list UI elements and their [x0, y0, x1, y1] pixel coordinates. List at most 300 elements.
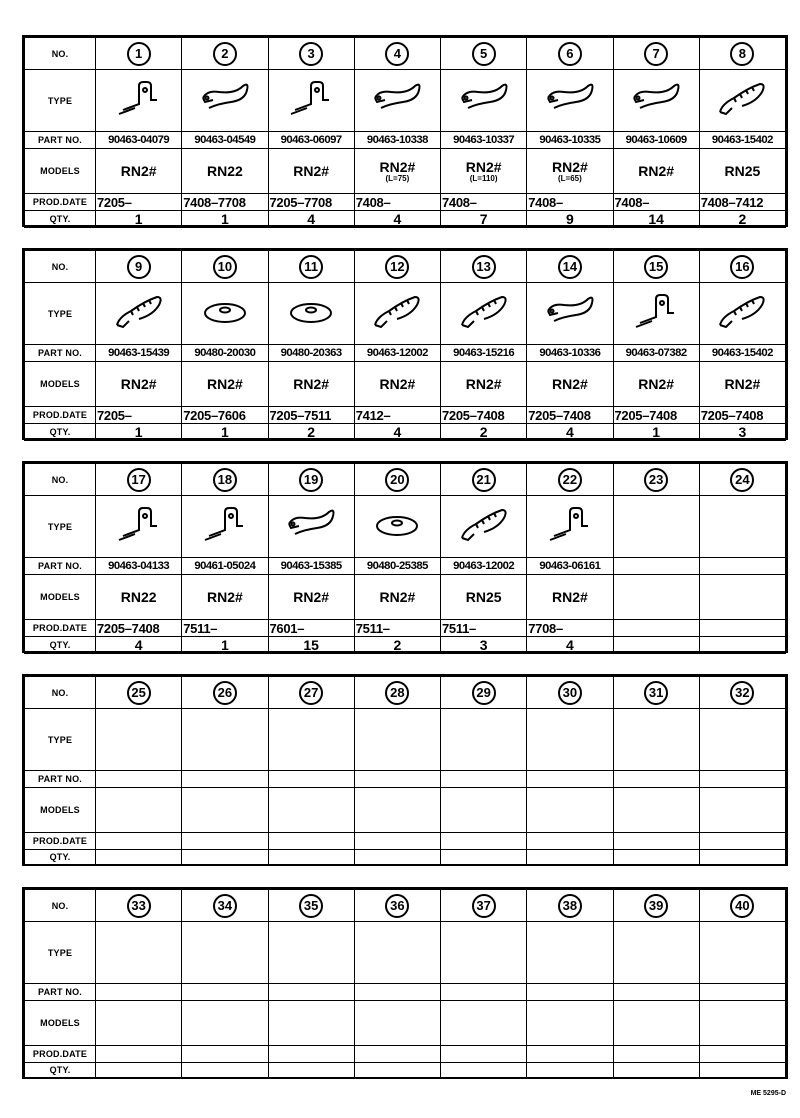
item-number-cell [441, 251, 527, 283]
item-number: 21 [472, 468, 496, 492]
item-number: 2 [213, 42, 237, 66]
item-number-cell [613, 38, 699, 70]
clamp-icon [454, 76, 514, 120]
production-date: 7205– [96, 407, 182, 424]
quantity [441, 850, 527, 865]
model-code: RN2# [120, 376, 157, 392]
model-cell [182, 362, 268, 407]
model-code: RN2# [465, 376, 502, 392]
part-number: 90463-10338 [354, 132, 440, 149]
production-date: 7412– [354, 407, 440, 424]
type-cell [613, 922, 699, 984]
parts-table [24, 37, 786, 228]
item-number: 19 [299, 468, 323, 492]
part-number [613, 771, 699, 788]
row-label-qty: QTY. [25, 1063, 96, 1078]
item-number: 3 [299, 42, 323, 66]
item-number-cell [699, 677, 785, 709]
model-cell [441, 149, 527, 194]
row-no [25, 677, 786, 709]
row-label-no: NO. [25, 677, 96, 709]
type-cell [527, 496, 613, 558]
type-cell [441, 709, 527, 771]
quantity [699, 1063, 785, 1078]
row-no [25, 251, 786, 283]
type-cell [441, 70, 527, 132]
row-label-part: PART NO. [25, 984, 96, 1001]
parts-table [24, 463, 786, 654]
model-cell [613, 149, 699, 194]
model-cell [699, 575, 785, 620]
item-number-cell [96, 890, 182, 922]
production-date [96, 1046, 182, 1063]
row-part [25, 984, 786, 1001]
quantity [613, 850, 699, 865]
item-number-cell [354, 38, 440, 70]
production-date: 7205–7708 [268, 194, 354, 211]
item-number: 34 [213, 894, 237, 918]
item-number: 9 [127, 255, 151, 279]
production-date [699, 1046, 785, 1063]
band-clamp-icon [367, 289, 427, 333]
production-date: 7205–7408 [699, 407, 785, 424]
item-number: 32 [730, 681, 754, 705]
item-number: 6 [558, 42, 582, 66]
production-date [527, 1046, 613, 1063]
item-number-cell [699, 38, 785, 70]
quantity: 2 [441, 424, 527, 441]
quantity: 2 [354, 637, 440, 654]
model-cell [182, 788, 268, 833]
part-number [441, 771, 527, 788]
part-number: 90463-12002 [441, 558, 527, 575]
model-cell [441, 362, 527, 407]
model-code: RN22 [120, 589, 157, 605]
row-label-qty: QTY. [25, 850, 96, 865]
model-cell [613, 575, 699, 620]
part-number: 90463-10336 [527, 345, 613, 362]
item-number: 4 [385, 42, 409, 66]
clamp-icon [281, 502, 341, 546]
item-number-cell [613, 890, 699, 922]
type-cell [527, 70, 613, 132]
item-number: 1 [127, 42, 151, 66]
band-clamp-icon [109, 289, 169, 333]
clip-icon [109, 76, 169, 120]
model-cell [182, 575, 268, 620]
item-number: 38 [558, 894, 582, 918]
type-cell [268, 496, 354, 558]
model-cell [613, 362, 699, 407]
model-code: RN25 [465, 589, 502, 605]
quantity: 1 [613, 424, 699, 441]
production-date: 7205– [96, 194, 182, 211]
item-number: 20 [385, 468, 409, 492]
quantity: 15 [268, 637, 354, 654]
item-number-cell [613, 677, 699, 709]
type-cell [441, 283, 527, 345]
item-number: 31 [644, 681, 668, 705]
model-code: RN2# [206, 376, 243, 392]
model-length-note: (L=75) [385, 174, 410, 183]
type-cell [268, 70, 354, 132]
production-date: 7511– [441, 620, 527, 637]
row-label-qty: QTY. [25, 637, 96, 654]
type-cell [182, 922, 268, 984]
item-number-cell [268, 464, 354, 496]
production-date: 7408–7708 [182, 194, 268, 211]
part-number: 90463-15216 [441, 345, 527, 362]
type-cell [527, 283, 613, 345]
row-prod [25, 833, 786, 850]
clamp-icon [626, 76, 686, 120]
row-part [25, 771, 786, 788]
clip-icon [281, 76, 341, 120]
model-cell [354, 362, 440, 407]
model-cell [96, 1001, 182, 1046]
row-type [25, 496, 786, 558]
item-number: 14 [558, 255, 582, 279]
row-label-part: PART NO. [25, 771, 96, 788]
model-cell [268, 362, 354, 407]
quantity: 14 [613, 211, 699, 228]
model-cell [527, 149, 613, 194]
model-cell [699, 149, 785, 194]
item-number: 8 [730, 42, 754, 66]
quantity: 2 [268, 424, 354, 441]
type-cell [354, 922, 440, 984]
quantity: 4 [354, 211, 440, 228]
part-number: 90463-04549 [182, 132, 268, 149]
parts-table [24, 250, 786, 441]
part-number [613, 558, 699, 575]
quantity: 1 [182, 424, 268, 441]
quantity [268, 1063, 354, 1078]
production-date [613, 833, 699, 850]
model-cell [354, 575, 440, 620]
item-number: 37 [472, 894, 496, 918]
part-number [613, 984, 699, 1001]
part-number: 90463-06161 [527, 558, 613, 575]
type-cell [182, 283, 268, 345]
model-cell [441, 1001, 527, 1046]
quantity: 1 [96, 211, 182, 228]
part-number [96, 771, 182, 788]
grommet-icon [195, 289, 255, 333]
item-number: 13 [472, 255, 496, 279]
production-date: 7601– [268, 620, 354, 637]
row-label-no: NO. [25, 38, 96, 70]
quantity: 1 [182, 637, 268, 654]
item-number-cell [268, 38, 354, 70]
part-number [268, 984, 354, 1001]
model-code: RN2# [551, 159, 588, 175]
item-number: 17 [127, 468, 151, 492]
item-number: 35 [299, 894, 323, 918]
type-cell [354, 283, 440, 345]
part-number: 90463-07382 [613, 345, 699, 362]
clip-icon [626, 289, 686, 333]
production-date: 7205–7408 [613, 407, 699, 424]
item-number: 36 [385, 894, 409, 918]
item-number: 7 [644, 42, 668, 66]
row-no [25, 890, 786, 922]
quantity [699, 850, 785, 865]
type-cell [96, 709, 182, 771]
item-number: 22 [558, 468, 582, 492]
row-label-models: MODELS [25, 1001, 96, 1046]
row-label-type: TYPE [25, 709, 96, 771]
row-models [25, 575, 786, 620]
type-cell [182, 709, 268, 771]
item-number-cell [354, 251, 440, 283]
item-number-cell [441, 677, 527, 709]
part-number: 90480-20363 [268, 345, 354, 362]
item-number: 27 [299, 681, 323, 705]
type-cell [268, 922, 354, 984]
quantity [613, 1063, 699, 1078]
production-date [613, 620, 699, 637]
clip-icon [195, 502, 255, 546]
type-cell [96, 283, 182, 345]
part-number [268, 771, 354, 788]
row-models [25, 1001, 786, 1046]
band-clamp-icon [454, 289, 514, 333]
clamp-icon [540, 76, 600, 120]
row-label-no: NO. [25, 890, 96, 922]
production-date [441, 833, 527, 850]
item-number-cell [527, 890, 613, 922]
quantity [441, 1063, 527, 1078]
row-label-prod: PROD.DATE [25, 833, 96, 850]
band-clamp-icon [454, 502, 514, 546]
document-code: ME 5295-D [750, 1090, 786, 1097]
part-number: 90463-15439 [96, 345, 182, 362]
production-date [441, 1046, 527, 1063]
item-number-cell [699, 890, 785, 922]
type-cell [182, 496, 268, 558]
item-number-cell [441, 38, 527, 70]
part-number [527, 984, 613, 1001]
item-number: 5 [472, 42, 496, 66]
parts-table-block [22, 887, 788, 1079]
item-number: 24 [730, 468, 754, 492]
item-number: 29 [472, 681, 496, 705]
row-type [25, 709, 786, 771]
item-number-cell [441, 890, 527, 922]
part-number [699, 984, 785, 1001]
parts-table-block [22, 35, 788, 227]
model-code: RN2# [638, 376, 675, 392]
parts-table-block [22, 248, 788, 440]
row-type [25, 283, 786, 345]
quantity [268, 850, 354, 865]
part-number: 90463-10609 [613, 132, 699, 149]
production-date [182, 1046, 268, 1063]
item-number: 28 [385, 681, 409, 705]
production-date [268, 833, 354, 850]
model-code: RN2# [379, 589, 416, 605]
quantity: 9 [527, 211, 613, 228]
clamp-icon [195, 76, 255, 120]
item-number-cell [354, 464, 440, 496]
quantity: 1 [182, 211, 268, 228]
row-models [25, 362, 786, 407]
row-label-models: MODELS [25, 149, 96, 194]
row-no [25, 464, 786, 496]
type-cell [613, 496, 699, 558]
production-date: 7511– [182, 620, 268, 637]
item-number: 25 [127, 681, 151, 705]
production-date [699, 620, 785, 637]
model-cell [96, 575, 182, 620]
row-prod [25, 407, 786, 424]
type-cell [699, 709, 785, 771]
row-type [25, 70, 786, 132]
clamp-icon [540, 289, 600, 333]
item-number-cell [527, 251, 613, 283]
clip-icon [540, 502, 600, 546]
production-date [354, 833, 440, 850]
model-cell [96, 788, 182, 833]
production-date [354, 1046, 440, 1063]
production-date: 7408– [441, 194, 527, 211]
row-label-type: TYPE [25, 283, 96, 345]
row-label-models: MODELS [25, 362, 96, 407]
row-qty [25, 1063, 786, 1078]
production-date: 7408– [527, 194, 613, 211]
model-cell [613, 1001, 699, 1046]
model-cell [699, 362, 785, 407]
quantity: 4 [354, 424, 440, 441]
model-code: RN2# [638, 163, 675, 179]
item-number-cell [354, 677, 440, 709]
quantity [527, 850, 613, 865]
part-number: 90463-15402 [699, 345, 785, 362]
quantity: 1 [96, 424, 182, 441]
quantity: 3 [441, 637, 527, 654]
model-cell [699, 788, 785, 833]
type-cell [699, 496, 785, 558]
row-label-type: TYPE [25, 496, 96, 558]
quantity [354, 850, 440, 865]
production-date: 7408– [354, 194, 440, 211]
row-models [25, 149, 786, 194]
item-number: 10 [213, 255, 237, 279]
quantity [354, 1063, 440, 1078]
quantity [527, 1063, 613, 1078]
row-qty [25, 850, 786, 865]
type-cell [613, 70, 699, 132]
type-cell [96, 922, 182, 984]
part-number: 90463-15385 [268, 558, 354, 575]
model-cell [699, 1001, 785, 1046]
band-clamp-icon [712, 76, 772, 120]
model-cell [268, 149, 354, 194]
item-number-cell [613, 464, 699, 496]
model-code: RN2# [293, 376, 330, 392]
item-number-cell [268, 251, 354, 283]
clip-icon [109, 502, 169, 546]
item-number: 30 [558, 681, 582, 705]
row-label-part: PART NO. [25, 132, 96, 149]
production-date: 7205–7511 [268, 407, 354, 424]
model-cell [354, 788, 440, 833]
model-cell [354, 149, 440, 194]
model-cell [613, 788, 699, 833]
production-date: 7205–7606 [182, 407, 268, 424]
row-part [25, 132, 786, 149]
quantity [96, 850, 182, 865]
part-number [354, 771, 440, 788]
row-part [25, 558, 786, 575]
production-date [699, 833, 785, 850]
quantity: 4 [527, 424, 613, 441]
row-no [25, 38, 786, 70]
model-code: RN2# [120, 163, 157, 179]
model-cell [96, 149, 182, 194]
model-code: RN2# [293, 589, 330, 605]
row-label-prod: PROD.DATE [25, 620, 96, 637]
production-date: 7205–7408 [96, 620, 182, 637]
model-cell [268, 788, 354, 833]
model-code: RN22 [206, 163, 243, 179]
item-number-cell [182, 677, 268, 709]
model-cell [268, 1001, 354, 1046]
part-number: 90463-04133 [96, 558, 182, 575]
item-number: 39 [644, 894, 668, 918]
model-cell [96, 362, 182, 407]
type-cell [354, 496, 440, 558]
row-label-no: NO. [25, 464, 96, 496]
quantity: 7 [441, 211, 527, 228]
row-qty [25, 637, 786, 654]
row-models [25, 788, 786, 833]
item-number-cell [613, 251, 699, 283]
type-cell [268, 283, 354, 345]
production-date: 7708– [527, 620, 613, 637]
model-length-note: (L=65) [557, 174, 582, 183]
band-clamp-icon [712, 289, 772, 333]
quantity [613, 637, 699, 654]
part-number [182, 771, 268, 788]
type-cell [699, 70, 785, 132]
item-number-cell [699, 464, 785, 496]
row-part [25, 345, 786, 362]
quantity: 4 [268, 211, 354, 228]
model-cell [268, 575, 354, 620]
type-cell [441, 922, 527, 984]
model-cell [441, 788, 527, 833]
part-number: 90480-25385 [354, 558, 440, 575]
row-label-no: NO. [25, 251, 96, 283]
model-code: RN2# [293, 163, 330, 179]
item-number: 12 [385, 255, 409, 279]
item-number-cell [268, 890, 354, 922]
item-number: 23 [644, 468, 668, 492]
type-cell [96, 496, 182, 558]
model-cell [527, 1001, 613, 1046]
quantity [699, 637, 785, 654]
part-number: 90461-05024 [182, 558, 268, 575]
part-number: 90463-10337 [441, 132, 527, 149]
type-cell [613, 283, 699, 345]
item-number-cell [268, 677, 354, 709]
production-date: 7205–7408 [441, 407, 527, 424]
grommet-icon [367, 502, 427, 546]
item-number: 11 [299, 255, 323, 279]
row-label-models: MODELS [25, 575, 96, 620]
